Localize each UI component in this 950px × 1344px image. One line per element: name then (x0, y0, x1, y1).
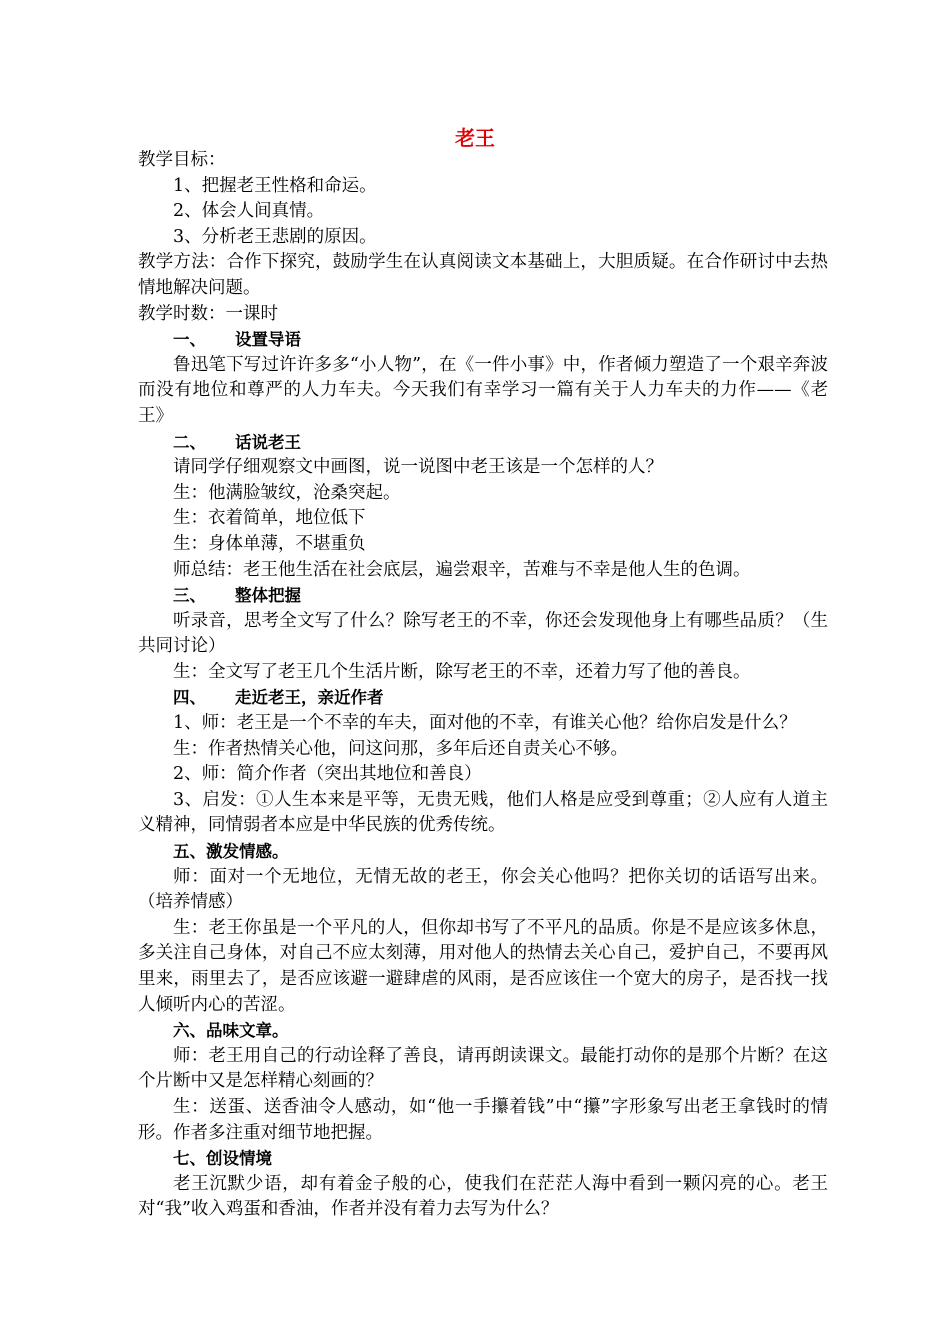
paragraph: 生：送蛋、送香油令人感动，如“他一手攥着钱”中“攥”字形象写出老王拿钱时的情形。作者多注重对细节地把握。 (138, 1096, 828, 1143)
paragraph: 教学目标： (138, 150, 226, 170)
section-heading (138, 1146, 828, 1172)
section-heading-text: 整体把握 (235, 586, 301, 606)
paragraph: 生：他满脸皱纹，沧桑突起。 (173, 482, 401, 503)
section-heading-text: 五、激发情感。 (173, 842, 289, 862)
paragraph: 鲁迅笔下写过许许多多“小人物”，在《一件小事》中，作者倾力塑造了一个艰辛奔波而没有地位和尊严的人力车夫。今天我们有幸学习一篇有关于人力车夫的力作——《老王》 (138, 354, 828, 426)
section-number: 一、 (173, 330, 206, 350)
section-number: 二、 (173, 432, 206, 452)
section-heading-text: 设置导语 (235, 330, 301, 350)
section-heading (138, 685, 828, 711)
paragraph: 师总结：老王他生活在社会底层，遍尝艰辛，苦难与不幸是他人生的色调。 (173, 559, 751, 580)
section-heading-text: 走近老王，亲近作者 (235, 688, 384, 708)
paragraph: 生：身体单薄，不堪重负 (173, 533, 366, 554)
section-heading (138, 1018, 828, 1044)
paragraph: 老王沉默少语，却有着金子般的心，使我们在茫茫人海中看到一颗闪亮的心。老王对“我”收入鸡蛋和香油，作者并没有着力去写为什么？ (138, 1173, 828, 1220)
section-number: 三、 (173, 586, 206, 606)
paragraph: 2、师：简介作者（突出其地位和善良） (173, 764, 482, 785)
paragraph: 师：面对一个无地位，无情无故的老王，你会关心他吗？把你关切的话语写出来。（培养情感） (138, 866, 828, 913)
section-heading-text: 话说老王 (235, 432, 301, 452)
paragraph: 生：全文写了老王几个生活片断，除写老王的不幸，还着力写了他的善良。 (173, 661, 751, 682)
paragraph: 听录音，思考全文写了什么？除写老王的不幸，你还会发现他身上有哪些品质？（生共同讨论） (138, 610, 828, 657)
section-heading (138, 839, 828, 865)
paragraph: 生：衣着简单，地位低下 (173, 508, 366, 529)
section-heading (138, 327, 828, 353)
section-heading-text: 六、品味文章。 (173, 1021, 289, 1041)
paragraph: 2、体会人间真情。 (173, 201, 325, 222)
paragraph: 生：作者热情关心他，问这问那，多年后还自责关心不够。 (173, 738, 628, 759)
document-body (138, 148, 828, 1223)
paragraph: 师：老王用自己的行动诠释了善良，请再朗读课文。最能打动你的是那个片断？在这个片断中又是怎样精心刻画的？ (138, 1045, 828, 1092)
paragraph: 教学时数：一课时 (138, 303, 278, 324)
paragraph: 生：老王你虽是一个平凡的人，但你却书写了不平凡的品质。你是不是应该多休息，多关注自己身体，对自己不应太刻薄，用对他人的热情去关心自己，爱护自己，不要再风里来，雨里去了，是否应该避一避肆虐的风雨，是否应该住一个宽大的房子，是否找一找人倾听内心的苦涩。 (138, 917, 828, 1015)
paragraph: 3、启发：①人生本来是平等，无贵无贱，他们人格是应受到尊重；②人应有人道主义精神，同情弱者本应是中华民族的优秀传统。 (138, 789, 828, 836)
paragraph: 3、分析老王悲剧的原因。 (173, 226, 377, 247)
document-title: 老王 (455, 126, 495, 150)
section-heading (138, 583, 828, 609)
paragraph: 请同学仔细观察文中画图，说一说图中老王该是一个怎样的人？ (173, 457, 663, 478)
paragraph: 教学方法：合作下探究，鼓励学生在认真阅读文本基础上，大胆质疑。在合作研讨中去热情地解决问题。 (138, 252, 828, 298)
paragraph: 1、把握老王性格和命运。 (173, 175, 377, 196)
paragraph: 1、师：老王是一个不幸的车夫，面对他的不幸，有谁关心他？给你启发是什么？ (173, 713, 797, 734)
section-heading (138, 430, 828, 456)
section-number: 四、 (173, 688, 206, 708)
section-heading-text: 七、创设情境 (173, 1149, 272, 1169)
